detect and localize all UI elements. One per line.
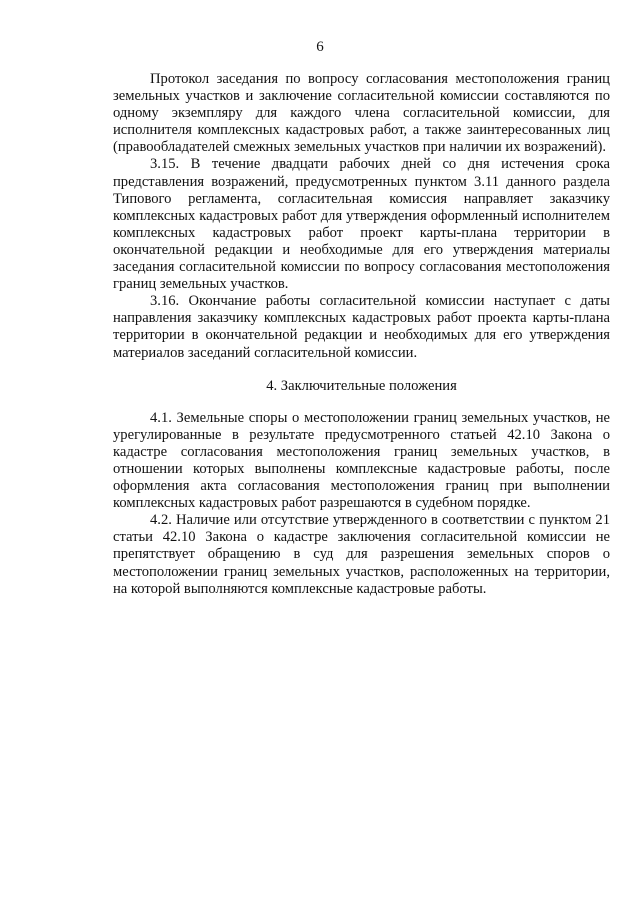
paragraph-protocol: Протокол заседания по вопросу согласования местоположения границ земельных участков и заключение согласительной комиссии составляются по одному экземпляру для каждого члена согласительной комиссии, для исполнителя комплексных кадастровых работ, а также заинтересованных лиц (правообладателей смежных земельных участков при наличии их возражений).: [113, 71, 610, 156]
paragraph-3-15: 3.15. В течение двадцати рабочих дней со дня истечения срока представления возражений, предусмотренных пунктом 3.11 данного раздела Типового регламента, согласительная комиссия направляет заказчику комплексных кадастровых работ для утверждения оформленный исполнителем комплексных кадастровых работ проект карты-плана территории в окончательной редакции и необходимые для его утверждения материалы заседания согласительной комиссии по вопросу согласования местоположения границ земельных участков.: [113, 156, 610, 293]
paragraph-4-1: 4.1. Земельные споры о местоположении границ земельных участков, не урегулированные в результате предусмотренного статьей 42.10 Закона о кадастре согласования местоположения границ земельных участков, в отношении которых выполнены комплексные кадастровые работы, после оформления акта согласования местоположения границ при выполнении комплексных кадастровых работ разрешаются в судебном порядке.: [113, 409, 610, 512]
paragraph-4-2: 4.2. Наличие или отсутствие утвержденного в соответствии с пунктом 21 статьи 42.10 Закона о кадастре заключения согласительной комиссии не препятствует обращению в суд для разрешения земельных споров о местоположении границ земельных участков, расположенных на территории, на которой выполняются комплексные кадастровые работы.: [113, 512, 610, 597]
section-4-title: 4. Заключительные положения: [266, 377, 457, 394]
paragraph-3-16: 3.16. Окончание работы согласительной комиссии наступает с даты направления заказчику комплексных кадастровых работ проекта карты-плана территории в окончательной редакции и необходимых для его утверждения материалов заседаний согласительной комиссии.: [113, 293, 610, 361]
page-number: 6: [316, 39, 324, 55]
document-body: [113, 71, 610, 598]
